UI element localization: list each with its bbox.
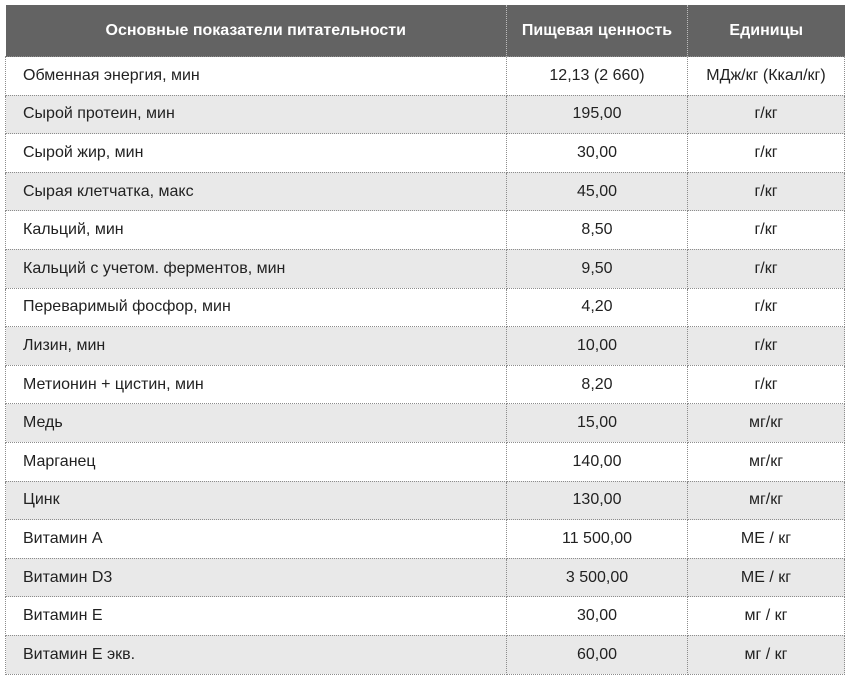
nutrition-table-container [5,5,844,675]
header-value: Пищевая ценность [507,5,688,57]
table-row [6,288,845,327]
value-cell: 45,00 [507,172,688,211]
indicator-cell: Цинк [6,481,507,520]
table-row [6,95,845,134]
value-cell: 4,20 [507,288,688,327]
unit-cell: г/кг [688,249,845,288]
value-cell: 60,00 [507,635,688,674]
nutrition-table [5,5,845,675]
unit-cell: г/кг [688,134,845,173]
table-row [6,327,845,366]
indicator-cell: Кальций, мин [6,211,507,250]
indicator-cell: Витамин Е [6,597,507,636]
unit-cell: мг/кг [688,404,845,443]
table-row [6,249,845,288]
unit-cell: г/кг [688,211,845,250]
indicator-cell: Сырая клетчатка, макс [6,172,507,211]
table-row [6,442,845,481]
indicator-cell: Кальций с учетом. ферментов, мин [6,249,507,288]
indicator-cell: Витамин А [6,520,507,559]
value-cell: 11 500,00 [507,520,688,559]
unit-cell: мг / кг [688,635,845,674]
value-cell: 130,00 [507,481,688,520]
value-cell: 8,20 [507,365,688,404]
indicator-cell: Витамин D3 [6,558,507,597]
value-cell: 30,00 [507,597,688,636]
value-cell: 8,50 [507,211,688,250]
indicator-cell: Лизин, мин [6,327,507,366]
table-row [6,597,845,636]
table-row [6,404,845,443]
table-row [6,211,845,250]
table-row [6,134,845,173]
value-cell: 30,00 [507,134,688,173]
unit-cell: мг / кг [688,597,845,636]
indicator-cell: Сырой жир, мин [6,134,507,173]
header-units: Единицы [688,5,845,57]
indicator-cell: Сырой протеин, мин [6,95,507,134]
value-cell: 10,00 [507,327,688,366]
table-row [6,365,845,404]
unit-cell: г/кг [688,288,845,327]
unit-cell: г/кг [688,327,845,366]
table-row [6,481,845,520]
unit-cell: г/кг [688,172,845,211]
value-cell: 140,00 [507,442,688,481]
value-cell: 9,50 [507,249,688,288]
value-cell: 15,00 [507,404,688,443]
indicator-cell: Обменная энергия, мин [6,57,507,96]
value-cell: 12,13 (2 660) [507,57,688,96]
indicator-cell: Витамин Е экв. [6,635,507,674]
unit-cell: г/кг [688,95,845,134]
indicator-cell: Переваримый фосфор, мин [6,288,507,327]
header-row [6,5,845,57]
unit-cell: МЕ / кг [688,558,845,597]
table-header [6,5,845,57]
unit-cell: МЕ / кг [688,520,845,559]
unit-cell: МДж/кг (Ккал/кг) [688,57,845,96]
unit-cell: г/кг [688,365,845,404]
table-row [6,520,845,559]
unit-cell: мг/кг [688,481,845,520]
table-body [6,57,845,675]
table-row [6,172,845,211]
table-row [6,57,845,96]
value-cell: 3 500,00 [507,558,688,597]
value-cell: 195,00 [507,95,688,134]
indicator-cell: Медь [6,404,507,443]
table-row [6,558,845,597]
indicator-cell: Метионин + цистин, мин [6,365,507,404]
table-row [6,635,845,674]
indicator-cell: Марганец [6,442,507,481]
unit-cell: мг/кг [688,442,845,481]
header-indicator: Основные показатели питательности [6,5,507,57]
